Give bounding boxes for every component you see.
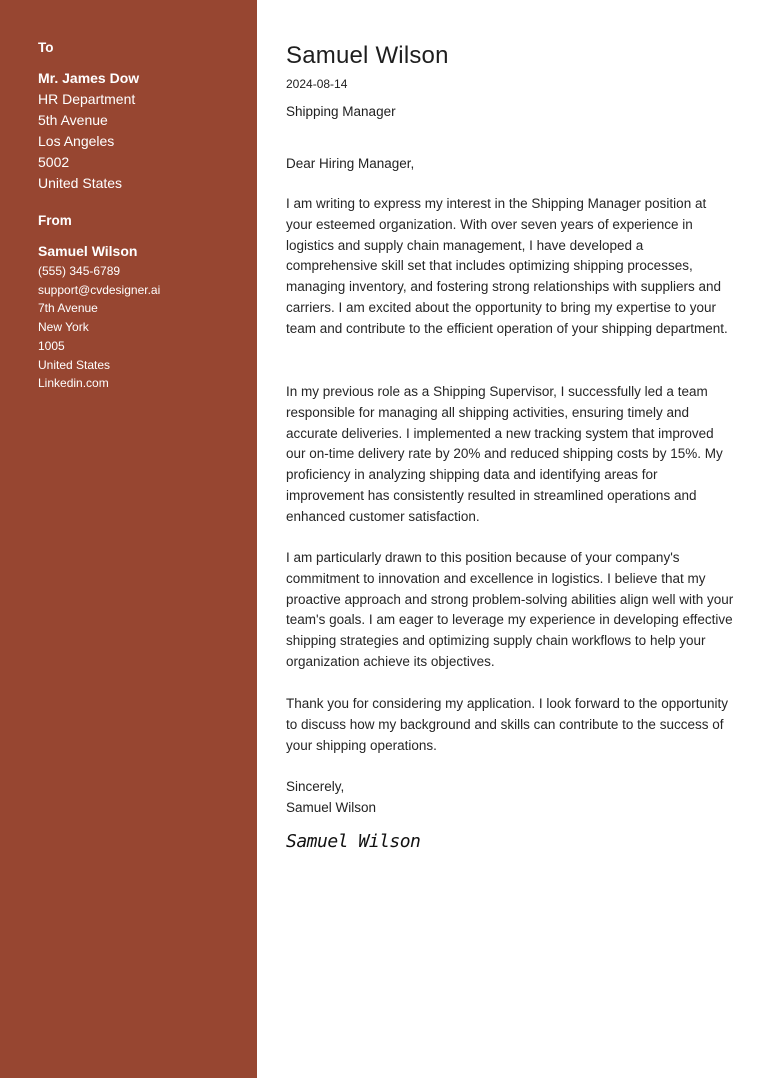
letter-date: 2024-08-14 [286,77,348,91]
recipient-zip: 5002 [38,154,70,170]
sidebar [0,0,257,1078]
sender-block [38,213,243,393]
greeting: Dear Hiring Manager, [286,156,415,171]
sender-city: New York [38,320,89,335]
closing-block [286,777,376,819]
sender-phone: (555) 345-6789 [38,264,121,278]
to-label: To [38,40,54,55]
job-title: Shipping Manager [286,104,396,119]
closing-name: Samuel Wilson [286,799,377,815]
from-label: From [38,213,72,228]
recipient-address [38,89,243,194]
sender-linkedin: Linkedin.com [38,376,109,391]
paragraph-thanks: Thank you for considering my application. I look forward to the opportunity to discuss how my background and skills can contribute to the success of your shipping operations. [286,696,728,753]
sender-zip: 1005 [38,338,65,353]
sender-country: United States [38,357,111,372]
recipient-block [38,40,243,194]
sender-details [38,262,243,393]
signature: Samuel Wilson [286,831,421,852]
letter-header-name: Samuel Wilson [286,42,449,69]
paragraph-motivation: I am particularly drawn to this position because of your company's commitment to innovation and excellence in logistics. I believe that my proactive approach and strong problem-solving abilities align well with your team's goals. I am eager to leverage my experience in developing effective shipping strategies and optimizing supply chain workflows to help your organization achieve its objectives. [286,550,734,669]
recipient-country: United States [38,175,123,191]
recipient-department: HR Department [38,91,136,107]
recipient-name: Mr. James Dow [38,70,140,86]
sender-name: Samuel Wilson [38,243,138,259]
paragraph-intro: I am writing to express my interest in the Shipping Manager position at your esteemed organization. With over seven years of experience in logistics and supply chain management, I have developed a comprehensive skill set that includes optimizing shipping processes, managing inventory, and fostering strong relationships with suppliers and carriers. I am excited about the opportunity to bring my expertise to your team and contribute to the efficient operation of your shipping department. [286,196,728,336]
paragraph-experience: In my previous role as a Shipping Supervisor, I successfully led a team responsible for managing all shipping activities, ensuring timely and accurate deliveries. I implemented a new tracking system that improved our on-time delivery rate by 20% and reduced shipping costs by 15%. My proficiency in analyzing shipping data and identifying areas for improvement has consistently resulted in streamlined operations and enhanced customer satisfaction. [286,384,723,524]
recipient-city: Los Angeles [38,133,115,149]
sender-street: 7th Avenue [38,301,98,316]
closing-salutation: Sincerely, [286,779,345,794]
recipient-street: 5th Avenue [38,112,108,128]
sender-email: support@cvdesigner.ai [38,282,161,297]
